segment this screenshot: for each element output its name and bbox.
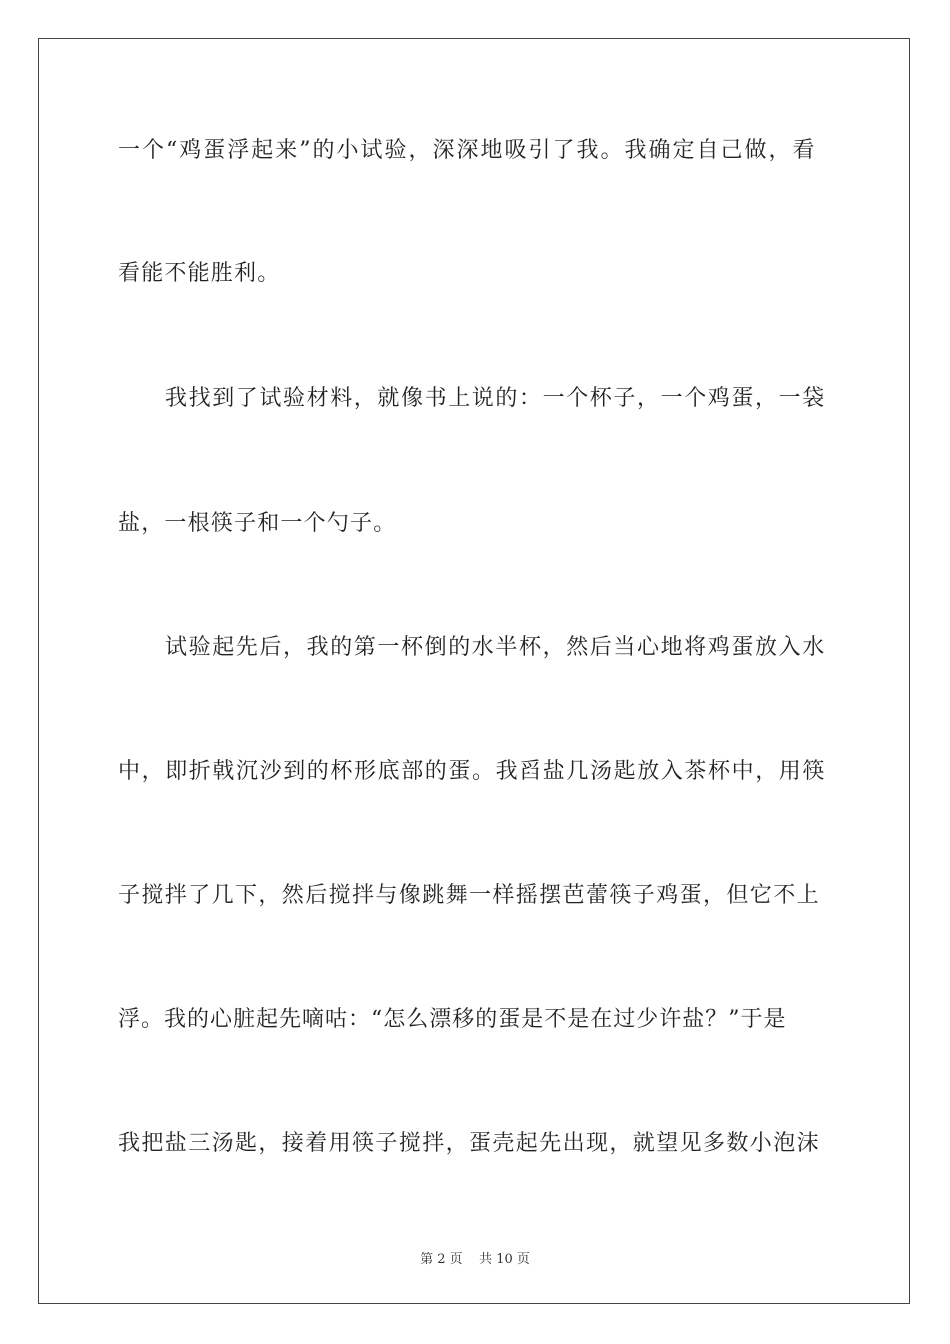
text-line-5: 试验起先后，我的第一杯倒的水半杯，然后当心地将鸡蛋放入水 bbox=[165, 635, 826, 660]
text-line-8: 浮。我的心脏起先嘀咕：“怎么漂移的蛋是不是在过少许盐？”于是 bbox=[118, 1007, 787, 1032]
page-border bbox=[38, 38, 910, 1304]
text-line-9: 我把盐三汤匙，接着用筷子搅拌，蛋壳起先出现，就望见多数小泡沫 bbox=[118, 1131, 821, 1156]
text-line-6: 中，即折戟沉沙到的杯形底部的蛋。我舀盐几汤匙放入茶杯中，用筷 bbox=[118, 759, 827, 784]
text-line-1: 一个“鸡蛋浮起来”的小试验，深深地吸引了我。我确定自己做，看 bbox=[118, 138, 817, 163]
text-line-4: 盐，一根筷子和一个勺子。 bbox=[118, 511, 397, 536]
page-number-footer: 第 2 页 共 10 页 bbox=[420, 1252, 530, 1267]
text-line-3: 我找到了试验材料，就像书上说的：一个杯子，一个鸡蛋，一袋 bbox=[165, 386, 826, 411]
text-line-2: 看能不能胜利。 bbox=[118, 261, 281, 286]
text-line-7: 子搅拌了几下，然后搅拌与像跳舞一样摇摆芭蕾筷子鸡蛋，但它不上 bbox=[118, 883, 821, 908]
